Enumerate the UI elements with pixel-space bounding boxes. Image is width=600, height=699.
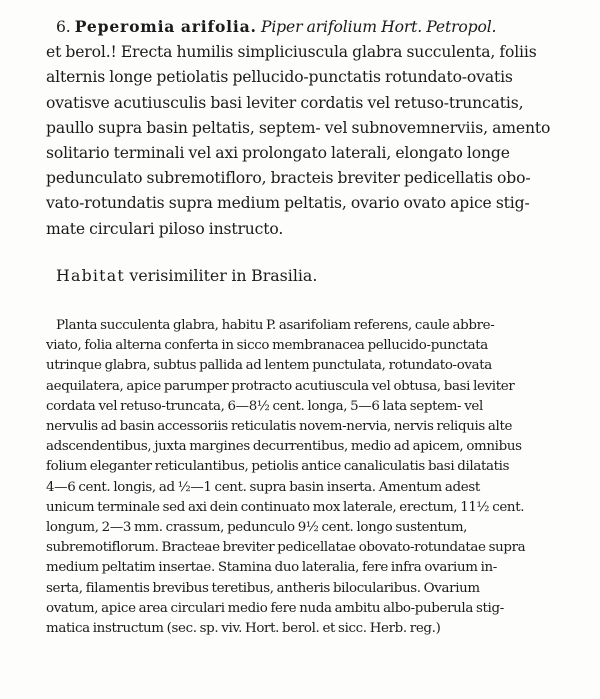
species-entry bbox=[46, 14, 586, 242]
description-paragraph bbox=[46, 316, 586, 639]
entry-line: alternis longe petiolatis pellucido-punctatis rotundato-ovatis bbox=[46, 68, 513, 87]
habitat-text: verisimiliter in Brasilia. bbox=[129, 266, 318, 285]
description-line: medium peltatim insertae. Stamina duo lateralia, fere infra ovarium in- bbox=[46, 560, 497, 576]
description-line: 4—6 cent. longis, ad ½—1 cent. supra basin inserta. Amentum adest bbox=[46, 479, 480, 495]
description-line: viato, folia alterna conferta in sicco membranacea pellucido-punctata bbox=[46, 338, 488, 354]
entry-line: pedunculato subremotifloro, bracteis breviter pedicellatis obo- bbox=[46, 169, 531, 188]
habitat-line bbox=[56, 264, 317, 288]
entry-line: vato-rotundatis supra medium peltatis, ovario ovato apice stig- bbox=[46, 194, 530, 213]
species-number: 6. bbox=[56, 18, 71, 36]
entry-line: solitario terminali vel axi prolongato laterali, elongato longe bbox=[46, 144, 510, 163]
entry-line: et berol.! Erecta humilis simpliciuscula glabra succulenta, foliis bbox=[46, 43, 537, 62]
entry-line: ovatisve acutiusculis basi leviter cordatis vel retuso-truncatis, bbox=[46, 93, 524, 112]
description-line: utrinque glabra, subtus pallida ad lentem punctulata, rotundato-ovata bbox=[46, 358, 492, 374]
synonym: Piper arifolium Hort. Petropol. bbox=[260, 18, 497, 36]
entry-heading-line bbox=[46, 14, 586, 40]
description-line: aequilatera, apice parumper protracto acutiuscula vel obtusa, basi leviter bbox=[46, 378, 515, 394]
entry-line: paullo supra basin peltatis, septem- vel subnovemnerviis, amento bbox=[46, 118, 551, 137]
description-line: adscendentibus, juxta margines decurrentibus, medio ad apicem, omnibus bbox=[46, 439, 522, 455]
habitat-label: Habitat bbox=[56, 266, 125, 285]
description-line: folium eleganter reticulantibus, petiolis antice canaliculatis basi dilatatis bbox=[46, 459, 510, 475]
description-line: unicum terminale sed axi dein continuato mox laterale, erectum, 11½ cent. bbox=[46, 499, 525, 515]
species-name: Peperomia arifolia. bbox=[74, 17, 257, 36]
description-line: ovatum, apice area circulari medio fere nuda ambitu albo-puberula stig- bbox=[46, 600, 504, 616]
entry-line: mate circulari piloso instructo. bbox=[46, 219, 284, 238]
description-line: serta, filamentis brevibus teretibus, antheris bilocularibus. Ovarium bbox=[46, 580, 480, 596]
description-line: subremotiflorum. Bracteae breviter pedicellatae obovato-rotundatae supra bbox=[46, 540, 526, 556]
description-line: longum, 2—3 mm. crassum, pedunculo 9½ cent. longo sustentum, bbox=[46, 520, 468, 536]
description-line: matica instructum (sec. sp. viv. Hort. berol. et sicc. Herb. reg.) bbox=[46, 621, 441, 637]
description-line: Planta succulenta glabra, habitu P. asarifoliam referens, caule abbre- bbox=[56, 318, 495, 333]
description-line: cordata vel retuso-truncata, 6—8½ cent. longa, 5—6 lata septem- vel bbox=[46, 398, 483, 414]
description-line: nervulis ad basin accessoriis reticulatis novem-nervia, nervis reliquis alte bbox=[46, 419, 513, 435]
